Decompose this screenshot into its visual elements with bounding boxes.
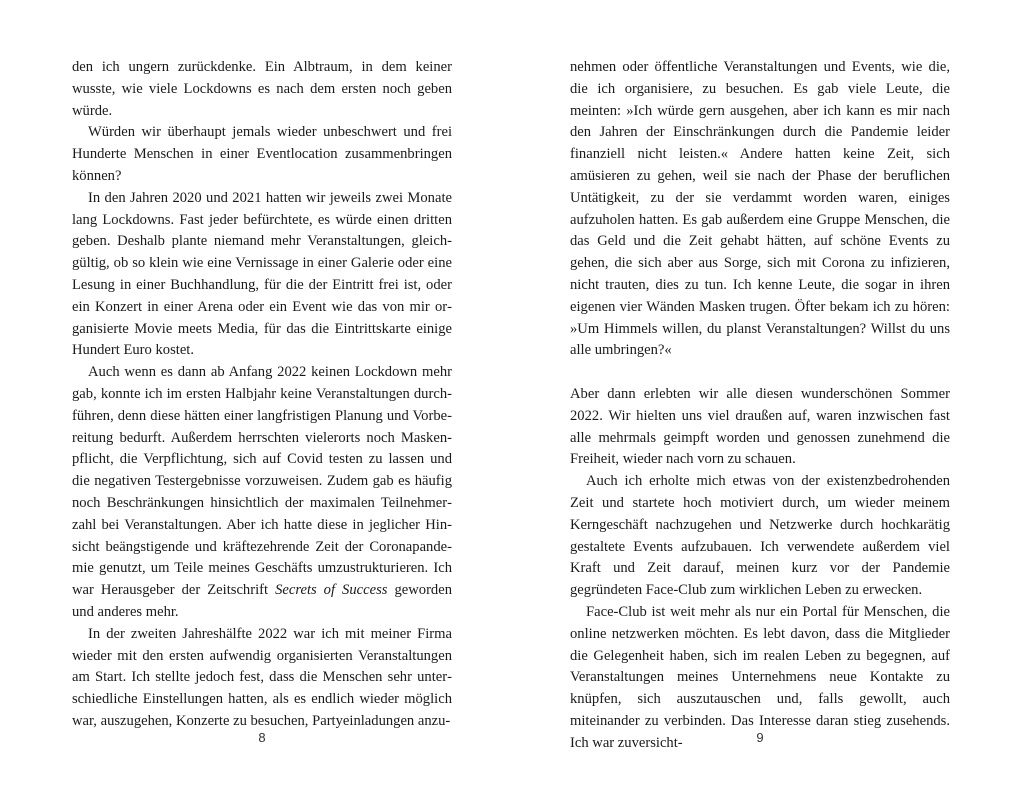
right-page [570,57,950,755]
paragraph-with-magazine-title [72,362,452,624]
paragraph: Aber dann erlebten wir alle diesen wunderschönen Sommer 2022. Wir hielten uns viel draußen auf, waren inzwischen fast alle mehrmals geimpft worden und genossen zunehmend die Freiheit, wieder nach vorn zu schauen. [570,385,950,468]
paragraph-text-tail: geworden und anderes mehr. [72,582,452,620]
paragraph: Würden wir überhaupt jemals wieder unbeschwert und frei Hunderte Menschen in einer Eventlocation zusammenbringen können? [72,124,452,184]
left-page [72,57,452,733]
paragraph: Auch ich erholte mich etwas von der existenzbedrohenden Zeit und startete hoch motiviert durch, um wieder meinem Kerngeschäft nachzugehen und Netzwerke durch hochkarätig gestaltete Events aufzubauen. Ich verwendete außerdem viel Kraft und Zeit darauf, meinen kurz vor der Pandemie gegründeten Face-Club zum wirklichen Leben zu erwecken. [570,473,950,599]
paragraph: In den Jahren 2020 und 2021 hatten wir jeweils zwei Monate lang Lockdowns. Fast jeder befürchtete, es würde einen dritten geben. Deshalb plante niemand mehr Veranstaltungen, gleichgültig, ob so klein wie eine Vernissage in einer Galerie oder eine Lesung in einer Buchhandlung, für die der Eintritt frei ist, oder ein Konzert in einer Arena oder ein Event wie das von mir organisierte Movie meets Media, für das die Eintrittskarte einige Hundert Euro kostet. [72,189,452,359]
magazine-title: Secrets of Success [275,582,388,599]
paragraph: In der zweiten Jahreshälfte 2022 war ich mit meiner Firma wieder mit den ersten aufwendig organisierten Veranstaltungen am Start. Ich stellte jedoch fest, dass die Menschen sehr unterschiedliche Einstellungen hatten, als es endlich wieder möglich war, auszugehen, Konzerte zu besuchen, Partyeinladungen anzu- [72,625,452,729]
paragraph: nehmen oder öffentliche Veranstaltungen und Events, wie die, die ich organisiere, zu besuchen. Es gab viele Leute, die meinten: »Ich würde gern ausgehen, aber ich kann es mir nach den Jahren der Einschränkungen durch die Pandemie leider finanziell nicht leisten.« Andere hatten keine Zeit, sich amüsieren zu gehen, weil sie nach der Phase der beruflichen Untätigkeit, zu der sie verdammt worden waren, einiges aufzuholen hatten. Es gab außerdem eine Gruppe Menschen, die das Geld und die Zeit gehabt hätten, auf schöne Events zu gehen, die sich aber aus Sorge, sich mit Corona zu infizieren, nicht trauten, dies zu tun. Ich kenne Leute, die sogar in ihren eigenen vier Wänden Masken trugen. Öfter bekam ich zu hören: »Um Himmels willen, du planst Veranstaltungen? Willst du uns alle umbringen?« [570,59,950,359]
paragraph-text: Auch wenn es dann ab Anfang 2022 keinen Lockdown mehr gab, konnte ich im ersten Halbjahr keine Veranstaltungen durchführen, denn diese hätten einer langfristigen Planung und Vorbereitung bedurft. Außerdem herrschten vielerorts noch Maskenpflicht, die Verpflichtung, sich auf Covid testen zu lassen und die negativen Testergebnisse vorzuweisen. Zudem gab es häufig noch Beschränkungen hinsichtlich der maximalen Teilnehmerzahl bei Veranstaltungen. Aber ich hatte diese in jeglicher Hinsicht beängstigende und kräftezehrende Zeit der Coronapandemie genutzt, um Teile meines Geschäfts umzustrukturieren. Ich war Herausgeber der Zeitschrift [72,364,452,599]
paragraph: den ich ungern zurückdenke. Ein Albtraum, in dem keiner wusste, wie viele Lockdowns es nach dem ersten noch geben würde. [72,59,452,119]
page-number: 8 [258,730,266,745]
paragraph: Face-Club ist weit mehr als nur ein Portal für Menschen, die online netzwerken möchten. Es lebt davon, dass die Mitglieder die Gelegenheit haben, sich im realen Leben zu begegnen, auf Veranstaltungen meines Unternehmens neue Kontakte zu knüpfen, sich auszutauschen und, falls gewollt, auch miteinander zu verbinden. Das Interesse daran stieg zusehends. Ich war zuversicht- [570,603,950,751]
page-number: 9 [756,730,764,745]
